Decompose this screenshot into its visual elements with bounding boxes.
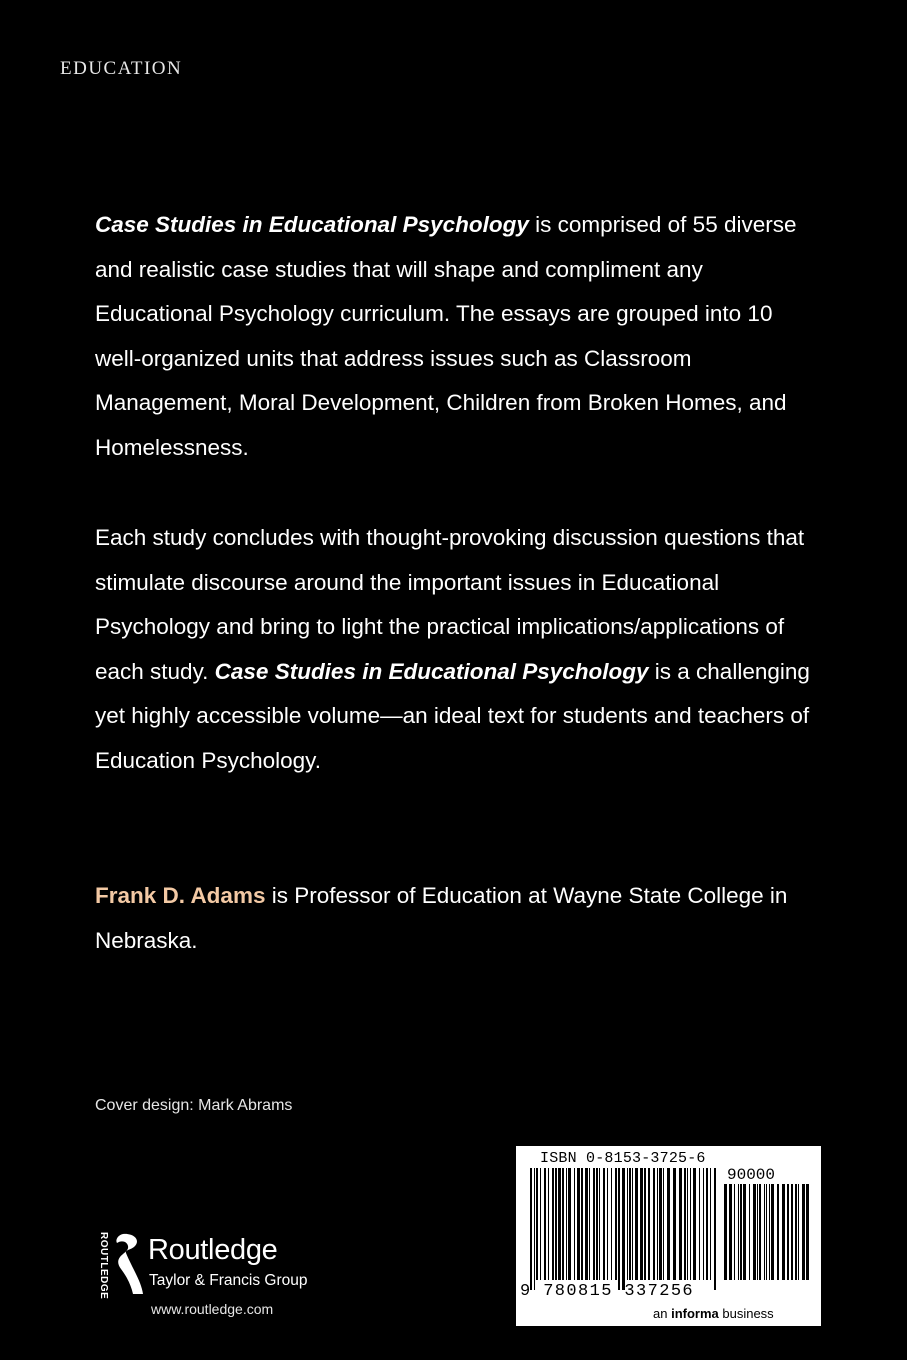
publisher-vertical-wordmark: ROUTLEDGE [98, 1232, 109, 1300]
publisher-block [93, 1230, 353, 1325]
cover-design-credit: Cover design: Mark Abrams [95, 1097, 293, 1114]
category-label: EDUCATION [60, 58, 183, 79]
author-bio [95, 874, 815, 963]
book-title-emphasis: Case Studies in Educational Psychology [95, 212, 529, 237]
publisher-url: www.routledge.com [151, 1301, 274, 1317]
publisher-group: Taylor & Francis Group [149, 1272, 308, 1289]
author-name: Frank D. Adams [95, 883, 266, 908]
barcode-digits: 9 780815 337256 [520, 1282, 695, 1301]
description-text: is a challenging yet highly accessible volume—an ideal text for students and teachers of Education Psychology. [95, 658, 810, 773]
description-text: is comprised of 55 diverse and realistic case studies that will shape and compliment any Educational Psychology curriculum. The essays are grouped into 10 well-organized units that address issues such as Classroom Management, Moral Development, Children from Broken Homes, and Homelessness. [95, 212, 797, 460]
book-title-emphasis: Case Studies in Educational Psychology [214, 658, 649, 684]
author-bio-text: is Professor of Education at Wayne State College in Nebraska. [95, 883, 788, 953]
isbn-label: ISBN 0-8153-3725-6 [540, 1150, 706, 1167]
informa-tagline: an informa business [653, 1306, 774, 1321]
ean-barcode-icon [530, 1168, 716, 1290]
description-paragraph-2 [95, 516, 815, 784]
description-text: Each study concludes with thought-provoking discussion questions that stimulate discourse around the important issues in Educational Psychology and bring to light the practical implications/applications of each study. [95, 525, 805, 684]
description-paragraph-1 [95, 203, 815, 471]
addon-barcode-icon [724, 1184, 810, 1290]
routledge-logo-icon [109, 1232, 145, 1296]
price-code: 90000 [727, 1166, 776, 1184]
publisher-name: Routledge [148, 1234, 278, 1266]
barcode-block [516, 1146, 821, 1326]
